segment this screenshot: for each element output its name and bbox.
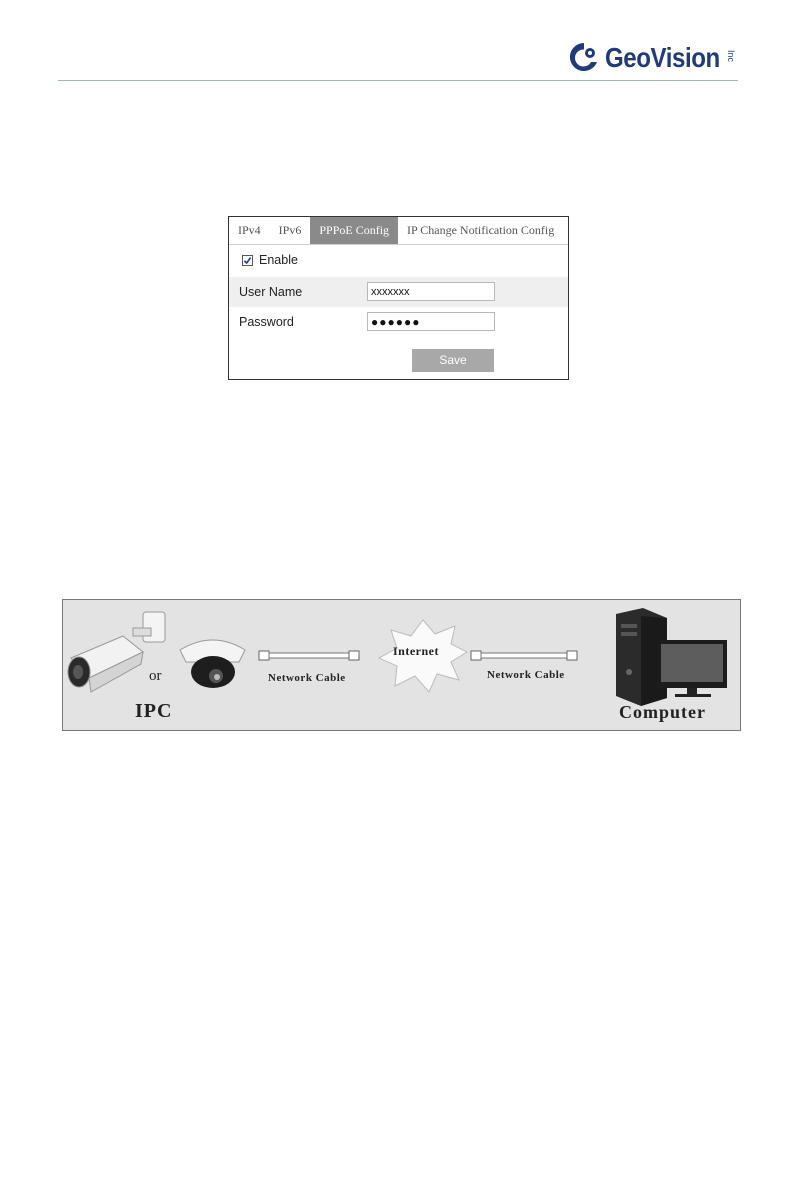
header-divider [58, 80, 738, 81]
brand-name: GeoVision [604, 42, 720, 73]
network-topology-diagram [62, 599, 741, 731]
password-row [229, 307, 568, 337]
computer-label: Computer [619, 702, 706, 722]
dome-camera-icon [180, 640, 245, 688]
password-label: Password [239, 315, 294, 329]
tab-ip-change-notification-config[interactable]: IP Change Notification Config [407, 223, 555, 237]
network-cable-icon [259, 651, 359, 660]
network-tabs [229, 217, 568, 245]
checkmark-icon [243, 256, 252, 265]
user-name-input[interactable]: xxxxxxx [367, 282, 495, 301]
ipc-label: IPC [135, 700, 173, 722]
enable-label: Enable [259, 253, 298, 267]
password-input[interactable]: ●●●●●● [367, 312, 495, 331]
enable-checkbox[interactable] [242, 255, 253, 266]
enable-row [229, 245, 568, 275]
geovision-logo-icon [567, 40, 601, 76]
tab-ipv4[interactable]: IPv4 [238, 223, 261, 237]
network-cable-label-1: Network Cable [268, 672, 346, 684]
monitor-icon [657, 640, 727, 697]
page-number [0, 0, 794, 40]
internet-label: Internet [393, 644, 439, 658]
brand-suffix: Inc [726, 49, 736, 62]
network-cable-label-2: Network Cable [487, 669, 565, 681]
user-name-row [229, 277, 568, 307]
or-label: or [149, 668, 162, 684]
user-name-label: User Name [239, 285, 303, 299]
tab-pppoe-config[interactable]: PPPoE Config [310, 217, 398, 244]
save-button[interactable]: Save [412, 349, 494, 372]
tab-ipv6[interactable]: IPv6 [278, 223, 302, 237]
network-cable-icon [471, 651, 577, 660]
geovision-logo [567, 36, 736, 80]
pppoe-config-panel [228, 216, 569, 380]
